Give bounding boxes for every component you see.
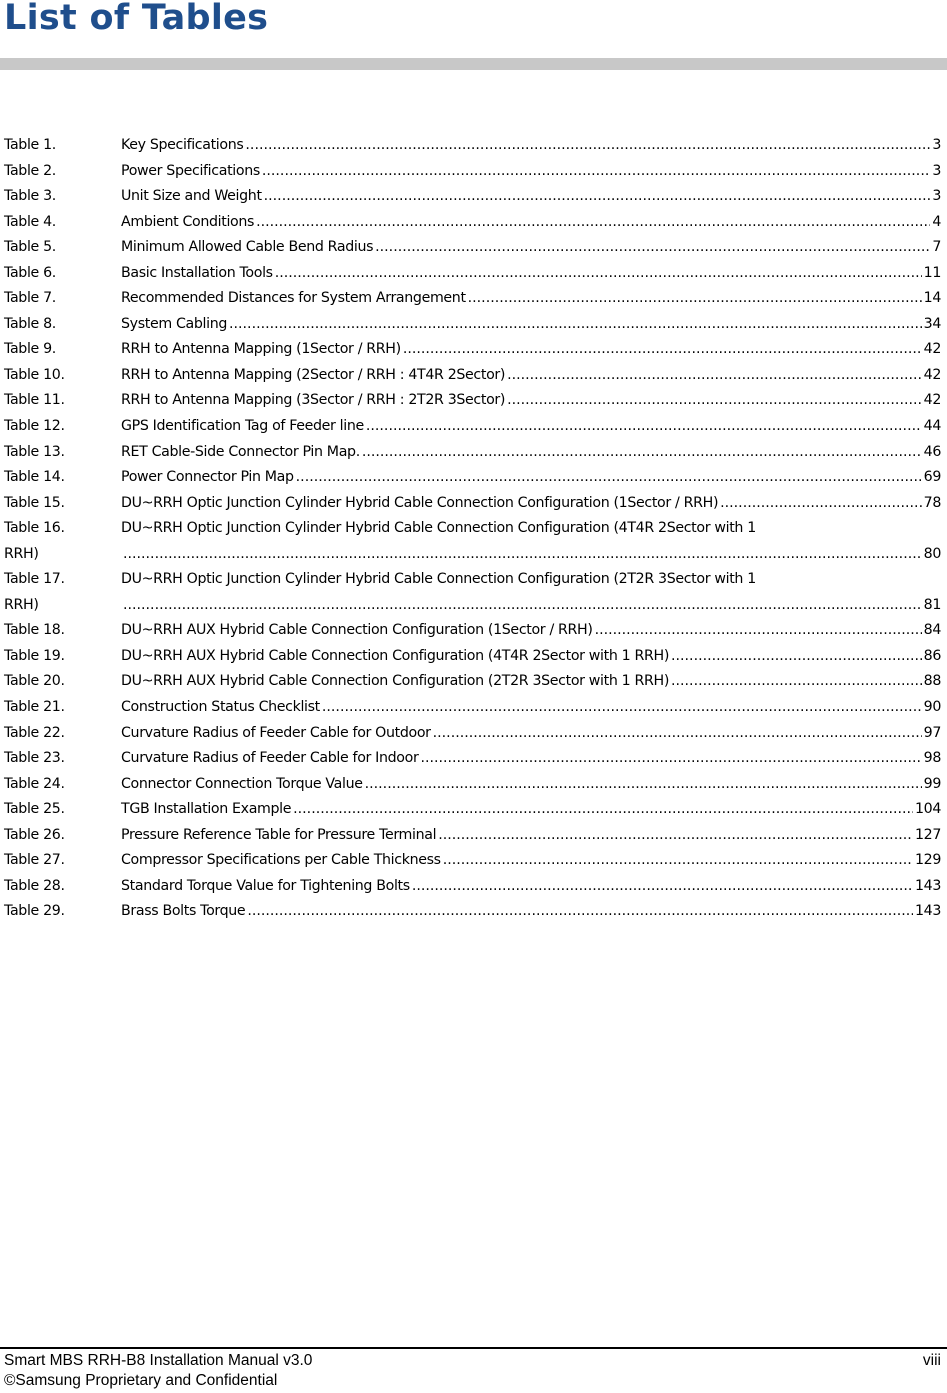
toc-entry-page: 11 [923, 264, 941, 281]
toc-entry-page: 42 [923, 392, 941, 409]
toc-entry-number: Table 20. [4, 673, 65, 690]
toc-entry[interactable] [4, 695, 941, 721]
toc-entry[interactable] [4, 159, 941, 185]
toc-entry-leader-dots [438, 823, 913, 849]
toc-entry-leader-dots [256, 210, 930, 236]
toc-entry-title: Compressor Specifications per Cable Thickness [121, 852, 441, 869]
toc-entry-page: 80 [923, 545, 941, 562]
toc-entry-leader-dots [362, 440, 922, 466]
toc-entry-page: 88 [923, 673, 941, 690]
toc-entry-number: Table 29. [4, 903, 65, 920]
toc-entry[interactable] [4, 874, 941, 900]
toc-entry-number: Table 26. [4, 826, 65, 843]
toc-entry-leader-dots [296, 465, 922, 491]
toc-entry-title: RET Cable-Side Connector Pin Map. [121, 443, 360, 460]
toc-entry-title: Power Specifications [121, 162, 260, 179]
toc-entry-leader-dots [123, 593, 922, 619]
toc-entry-leader-dots [365, 772, 922, 798]
toc-entry[interactable] [4, 261, 941, 287]
toc-entry-title: Standard Torque Value for Tightening Bolts [121, 877, 410, 894]
toc-entry-page: 104 [914, 801, 941, 818]
toc-entry-number: Table 10. [4, 366, 65, 383]
toc-entry-page: 3 [932, 137, 941, 153]
toc-entry[interactable] [4, 899, 941, 925]
toc-entry-page: 129 [914, 852, 941, 869]
toc-entry-leader-dots [245, 133, 930, 159]
toc-entry[interactable] [4, 363, 941, 389]
toc-entry-number: Table 17. [4, 571, 65, 588]
toc-entry-title: Power Connector Pin Map [121, 469, 294, 486]
toc-entry-title: Connector Connection Torque Value [121, 775, 363, 792]
toc-entry-leader-dots [375, 235, 930, 261]
toc-entry-title: DU~RRH AUX Hybrid Cable Connection Configuration (1Sector / RRH) [121, 622, 593, 639]
toc-entry-number: Table 2. [4, 162, 56, 179]
toc-entry-leader-dots [433, 721, 922, 747]
toc-entry[interactable] [4, 848, 941, 874]
toc-entry-leader-dots [403, 337, 922, 363]
table-of-contents [4, 133, 941, 925]
toc-entry[interactable] [4, 669, 941, 695]
title-divider [0, 58, 947, 70]
toc-entry-page: 42 [923, 341, 941, 358]
toc-entry-title: GPS Identification Tag of Feeder line [121, 418, 364, 435]
toc-entry-leader-dots [720, 491, 922, 517]
toc-entry[interactable] [4, 618, 941, 644]
toc-entry-leader-dots [443, 848, 913, 874]
toc-entry[interactable] [4, 772, 941, 798]
toc-entry[interactable] [4, 440, 941, 466]
toc-entry-title: DU~RRH AUX Hybrid Cable Connection Configuration (4T4R 2Sector with 1 RRH) [121, 647, 670, 664]
toc-entry-leader-dots [671, 669, 922, 695]
toc-entry-number: Table 6. [4, 264, 56, 281]
toc-entry[interactable] [4, 133, 941, 159]
toc-entry-title: RRH to Antenna Mapping (2Sector / RRH : 4T4R 2Sector) [121, 366, 506, 383]
toc-entry[interactable] [4, 491, 941, 517]
toc-entry[interactable] [4, 567, 941, 618]
toc-entry-page: 3 [932, 188, 941, 205]
toc-entry-number: Table 4. [4, 213, 56, 230]
toc-entry-page: 69 [923, 469, 941, 486]
toc-entry[interactable] [4, 210, 941, 236]
toc-entry-page: 99 [923, 775, 941, 792]
toc-entry-page: 84 [923, 622, 941, 639]
toc-entry-page: 143 [914, 877, 941, 894]
toc-entry-number: Table 13. [4, 443, 65, 460]
toc-entry[interactable] [4, 746, 941, 772]
toc-entry-number: Table 7. [4, 290, 56, 307]
toc-entry-page: 42 [923, 366, 941, 383]
toc-entry[interactable] [4, 184, 941, 210]
toc-entry[interactable] [4, 312, 941, 338]
toc-entry-number: Table 16. [4, 520, 65, 537]
toc-entry-leader-dots [468, 286, 922, 312]
toc-entry[interactable] [4, 644, 941, 670]
toc-entry[interactable] [4, 414, 941, 440]
toc-entry[interactable] [4, 465, 941, 491]
toc-entry-title: Pressure Reference Table for Pressure Terminal [121, 826, 437, 843]
toc-entry-leader-dots [412, 874, 913, 900]
toc-entry-title: System Cabling [121, 315, 228, 332]
toc-entry-title-continued: RRH) [4, 545, 39, 562]
toc-entry-number: Table 9. [4, 341, 56, 358]
toc-entry-page: 4 [932, 213, 941, 230]
toc-entry-number: Table 14. [4, 469, 65, 486]
toc-entry-leader-dots [247, 899, 913, 925]
toc-entry-leader-dots [507, 363, 922, 389]
toc-entry-title: Curvature Radius of Feeder Cable for Outdoor [121, 724, 431, 741]
toc-entry-number: Table 15. [4, 494, 65, 511]
footer-line-1 [4, 1352, 941, 1370]
toc-entry-number: Table 22. [4, 724, 65, 741]
toc-entry-number: Table 11. [4, 392, 65, 409]
toc-entry-title: Recommended Distances for System Arrangement [121, 290, 466, 307]
footer-line-2 [4, 1372, 941, 1390]
toc-entry-page: 86 [923, 647, 941, 664]
toc-entry-title: Ambient Conditions [121, 213, 255, 230]
toc-entry-title: DU~RRH Optic Junction Cylinder Hybrid Cable Connection Configuration (4T4R 2Sector with 1 [121, 520, 756, 537]
toc-entry-title: Curvature Radius of Feeder Cable for Indoor [121, 750, 419, 767]
toc-entry-leader-dots [275, 261, 922, 287]
toc-entry-leader-dots [264, 184, 931, 210]
toc-entry-number: Table 24. [4, 775, 65, 792]
toc-entry-leader-dots [507, 388, 922, 414]
toc-entry[interactable] [4, 721, 941, 747]
toc-entry-page: 34 [923, 315, 941, 332]
toc-entry-page: 3 [932, 162, 941, 179]
toc-entry-title: DU~RRH Optic Junction Cylinder Hybrid Cable Connection Configuration (1Sector / RRH) [121, 494, 719, 511]
toc-entry-title: RRH to Antenna Mapping (1Sector / RRH) [121, 341, 401, 358]
toc-entry-number: Table 21. [4, 699, 65, 716]
toc-entry-page: 81 [923, 596, 941, 613]
page-title: List of Tables [4, 0, 269, 38]
toc-entry-page: 14 [923, 290, 941, 307]
footer-divider [0, 1347, 947, 1349]
toc-entry-title: Key Specifications [121, 137, 244, 153]
toc-entry-leader-dots [322, 695, 922, 721]
toc-entry-leader-dots [420, 746, 921, 772]
toc-entry-title: Minimum Allowed Cable Bend Radius [121, 239, 374, 256]
toc-entry[interactable] [4, 337, 941, 363]
toc-entry-leader-dots [366, 414, 922, 440]
toc-entry-number: Table 3. [4, 188, 56, 205]
toc-entry-title-continued: RRH) [4, 596, 39, 613]
toc-entry-title: Basic Installation Tools [121, 264, 273, 281]
toc-entry-leader-dots [262, 159, 930, 185]
toc-entry-number: Table 1. [4, 137, 56, 153]
toc-entry[interactable] [4, 516, 941, 567]
toc-entry-page: 78 [923, 494, 941, 511]
toc-entry-number: Table 19. [4, 647, 65, 664]
toc-entry-title: DU~RRH Optic Junction Cylinder Hybrid Cable Connection Configuration (2T2R 3Sector with 1 [121, 571, 756, 588]
toc-entry-number: Table 5. [4, 239, 56, 256]
toc-entry-page: 46 [923, 443, 941, 460]
toc-entry-leader-dots [123, 542, 922, 568]
toc-entry-number: Table 8. [4, 315, 56, 332]
toc-entry-title: TGB Installation Example [121, 801, 292, 818]
toc-entry-title: Construction Status Checklist [121, 699, 320, 716]
toc-entry-number: Table 25. [4, 801, 65, 818]
toc-entry-leader-dots [229, 312, 922, 338]
toc-entry-number: Table 12. [4, 418, 65, 435]
toc-entry-page: 97 [923, 724, 941, 741]
footer-confidential: ©Samsung Proprietary and Confidential [4, 1372, 278, 1389]
toc-entry[interactable] [4, 286, 941, 312]
footer-page-number: viii [922, 1352, 941, 1369]
toc-entry-title: DU~RRH AUX Hybrid Cable Connection Configuration (2T2R 3Sector with 1 RRH) [121, 673, 670, 690]
toc-entry-page: 44 [923, 418, 941, 435]
toc-entry-page: 7 [932, 239, 941, 256]
toc-entry-page: 90 [923, 699, 941, 716]
toc-entry-page: 98 [923, 750, 941, 767]
toc-entry-title: RRH to Antenna Mapping (3Sector / RRH : 2T2R 3Sector) [121, 392, 506, 409]
toc-entry-leader-dots [671, 644, 922, 670]
toc-entry-title: Unit Size and Weight [121, 188, 262, 205]
footer-doc-title: Smart MBS RRH-B8 Installation Manual v3.0 [4, 1352, 313, 1369]
toc-entry[interactable] [4, 388, 941, 414]
toc-entry-number: Table 23. [4, 750, 65, 767]
toc-entry[interactable] [4, 797, 941, 823]
toc-entry[interactable] [4, 235, 941, 261]
toc-entry-page: 143 [914, 903, 941, 920]
toc-entry-number: Table 18. [4, 622, 65, 639]
toc-entry-title: Brass Bolts Torque [121, 903, 246, 920]
toc-entry-page: 127 [914, 826, 941, 843]
toc-entry-number: Table 27. [4, 852, 65, 869]
toc-entry-leader-dots [595, 618, 922, 644]
toc-entry-number: Table 28. [4, 877, 65, 894]
toc-entry[interactable] [4, 823, 941, 849]
toc-entry-leader-dots [293, 797, 913, 823]
